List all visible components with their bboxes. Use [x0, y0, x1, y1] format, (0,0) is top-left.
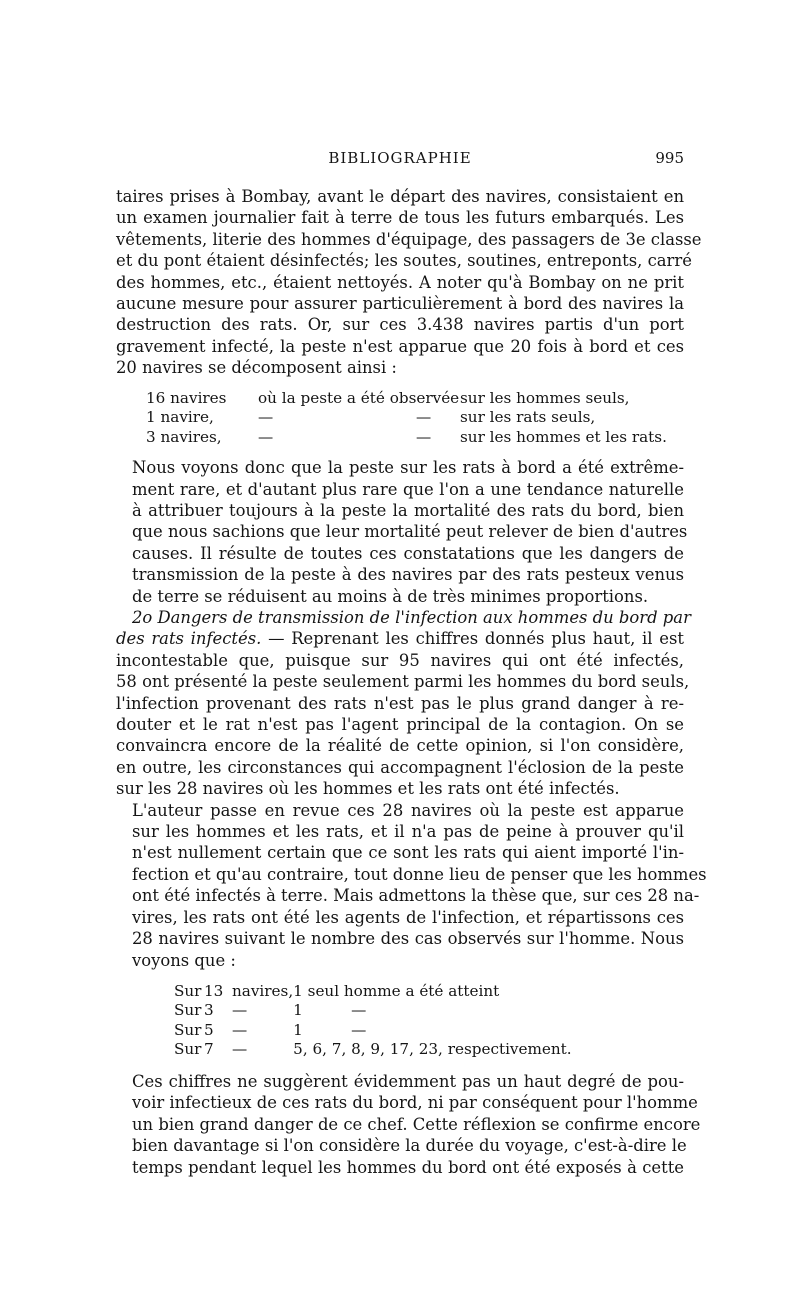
list-item	[174, 1040, 572, 1060]
running-title: BIBLIOGRAPHIE	[328, 149, 472, 167]
cases-table	[174, 982, 572, 1060]
list-text: 5, 6, 7, 8, 9, 17, 23, respectivement.	[293, 1040, 572, 1059]
text-line: sur les 28 navires où les hommes et les rats ont été infectés.	[116, 779, 620, 799]
text-line: convaincra encore de la réalité de cette opinion, si l'on considère,	[116, 736, 684, 756]
list-tail: sur les hommes et les rats.	[460, 427, 667, 446]
text-line: Nous voyons donc que la peste sur les rats à bord a été extrême-	[132, 458, 684, 478]
list-middle: —	[258, 427, 274, 446]
list-unit: —	[232, 1020, 248, 1039]
list-unit: navires,	[232, 981, 294, 1000]
text-line: un bien grand danger de ce chef. Cette réflexion se confirme encore	[132, 1114, 701, 1134]
list-tail: sur les rats seuls,	[460, 408, 596, 427]
list-item	[174, 1001, 572, 1021]
list-unit: —	[232, 1001, 248, 1020]
paragraph-2	[116, 457, 688, 607]
list-item	[146, 389, 667, 409]
list-number: 3	[204, 1001, 214, 1020]
text-line: un examen journalier fait à terre de tous les futurs embarqués. Les	[116, 208, 684, 228]
ship-breakdown-table	[146, 389, 667, 448]
text-line: sur les hommes et les rats, et il n'a pas de peine à prouver qu'il	[132, 822, 684, 842]
text-line: Ces chiffres ne suggèrent évidemment pas un haut degré de pou-	[132, 1071, 684, 1091]
text-line: destruction des rats. Or, sur ces 3.438 navires partis d'un port	[116, 315, 684, 335]
text-line: 20 navires se décomposent ainsi :	[116, 358, 397, 378]
list-number: 13	[204, 981, 224, 1000]
text-line: que nous sachions que leur mortalité peut relever de bien d'autres	[132, 522, 688, 542]
cases-list	[174, 982, 684, 1060]
text-line: taires prises à Bombay, avant le départ des navires, consistaient en	[116, 187, 684, 206]
section-text-start: — Reprenant les chiffres donnés plus haut, il est	[261, 629, 684, 649]
text-line: transmission de la peste à des navires par des rats pesteux venus	[132, 565, 684, 585]
list-sur: Sur	[174, 1020, 202, 1039]
page-body	[116, 186, 707, 1178]
running-header	[116, 149, 684, 175]
text-line: bien davantage si l'on considère la durée du voyage, c'est-à-dire le	[132, 1136, 687, 1156]
list-text: 1 —	[293, 1020, 367, 1039]
list-item	[174, 982, 572, 1002]
list-number: 7	[204, 1040, 214, 1059]
text-line: incontestable que, puisque sur 95 navires qui ont été infectés,	[116, 650, 684, 670]
list-sur: Sur	[174, 1001, 202, 1020]
text-line: des hommes, etc., étaient nettoyés. A noter qu'à Bombay on ne prit	[116, 272, 684, 292]
text-line: n'est nullement certain que ce sont les rats qui aient importé l'in-	[132, 843, 684, 863]
list-dash: —	[416, 408, 432, 427]
text-line: à attribuer toujours à la peste la mortalité des rats du bord, bien	[132, 500, 684, 520]
text-line: de terre se réduisent au moins à de très minimes proportions.	[132, 586, 649, 606]
text-line: voir infectieux de ces rats du bord, ni par conséquent pour l'homme	[132, 1093, 698, 1113]
section-heading-italic-end: des rats infectés.	[116, 629, 262, 649]
list-dash: —	[416, 427, 432, 446]
paragraph-4	[116, 800, 707, 971]
text-line: vêtements, literie des hommes d'équipage, des passagers de 3e classe	[116, 229, 702, 249]
section-heading-italic: 2o Dangers de transmission de l'infection aux hommes du bord par	[132, 608, 691, 627]
list-item	[174, 1021, 572, 1041]
list-tail: sur les hommes seuls,	[460, 388, 630, 407]
list-text: 1 seul homme a été atteint	[293, 981, 500, 1000]
list-middle: où la peste a été observée	[258, 388, 460, 407]
paragraph-5	[116, 1071, 701, 1178]
text-line: et du pont étaient désinfectés; les soutes, soutines, entreponts, carré	[116, 251, 692, 271]
list-item	[146, 428, 667, 448]
text-line: gravement infecté, la peste n'est apparue que 20 fois à bord et ces	[116, 336, 684, 356]
paragraph-3	[116, 607, 691, 800]
text-line: aucune mesure pour assurer particulièrement à bord des navires la	[116, 294, 684, 314]
list-count: 1 navire,	[146, 408, 214, 427]
text-line: en outre, les circonstances qui accompagnent l'éclosion de la peste	[116, 757, 684, 777]
text-line: l'infection provenant des rats n'est pas le plus grand danger à re-	[116, 693, 684, 713]
text-line: 58 ont présenté la peste seulement parmi les hommes du bord seuls,	[116, 672, 690, 692]
ship-breakdown-list	[146, 389, 684, 448]
text-line: douter et le rat n'est pas l'agent principal de la contagion. On se	[116, 715, 684, 735]
list-unit: —	[232, 1040, 248, 1059]
text-line: ont été infectés à terre. Mais admettons la thèse que, sur ces 28 na-	[132, 886, 700, 906]
list-count: 16 navires	[146, 388, 227, 407]
list-count: 3 navires,	[146, 427, 222, 446]
text-line	[116, 607, 691, 628]
text-line: fection et qu'au contraire, tout donne lieu de penser que les hommes	[132, 864, 707, 884]
paragraph-1	[116, 186, 702, 379]
text-line	[116, 628, 684, 649]
text-line: temps pendant lequel les hommes du bord ont été exposés à cette	[132, 1157, 684, 1177]
text-line: vires, les rats ont été les agents de l'infection, et répartissons ces	[132, 907, 684, 927]
list-middle: —	[258, 408, 274, 427]
list-sur: Sur	[174, 981, 202, 1000]
list-sur: Sur	[174, 1040, 202, 1059]
text-line: L'auteur passe en revue ces 28 navires où la peste est apparue	[132, 800, 684, 820]
text-line: causes. Il résulte de toutes ces constatations que les dangers de	[132, 543, 684, 563]
page-number: 995	[655, 149, 684, 167]
text-line: 28 navires suivant le nombre des cas observés sur l'homme. Nous	[132, 929, 684, 949]
list-text: 1 —	[293, 1001, 367, 1020]
list-number: 5	[204, 1020, 214, 1039]
text-line: ment rare, et d'autant plus rare que l'on a une tendance naturelle	[132, 479, 684, 499]
list-item	[146, 408, 667, 428]
text-line: voyons que :	[132, 950, 236, 970]
